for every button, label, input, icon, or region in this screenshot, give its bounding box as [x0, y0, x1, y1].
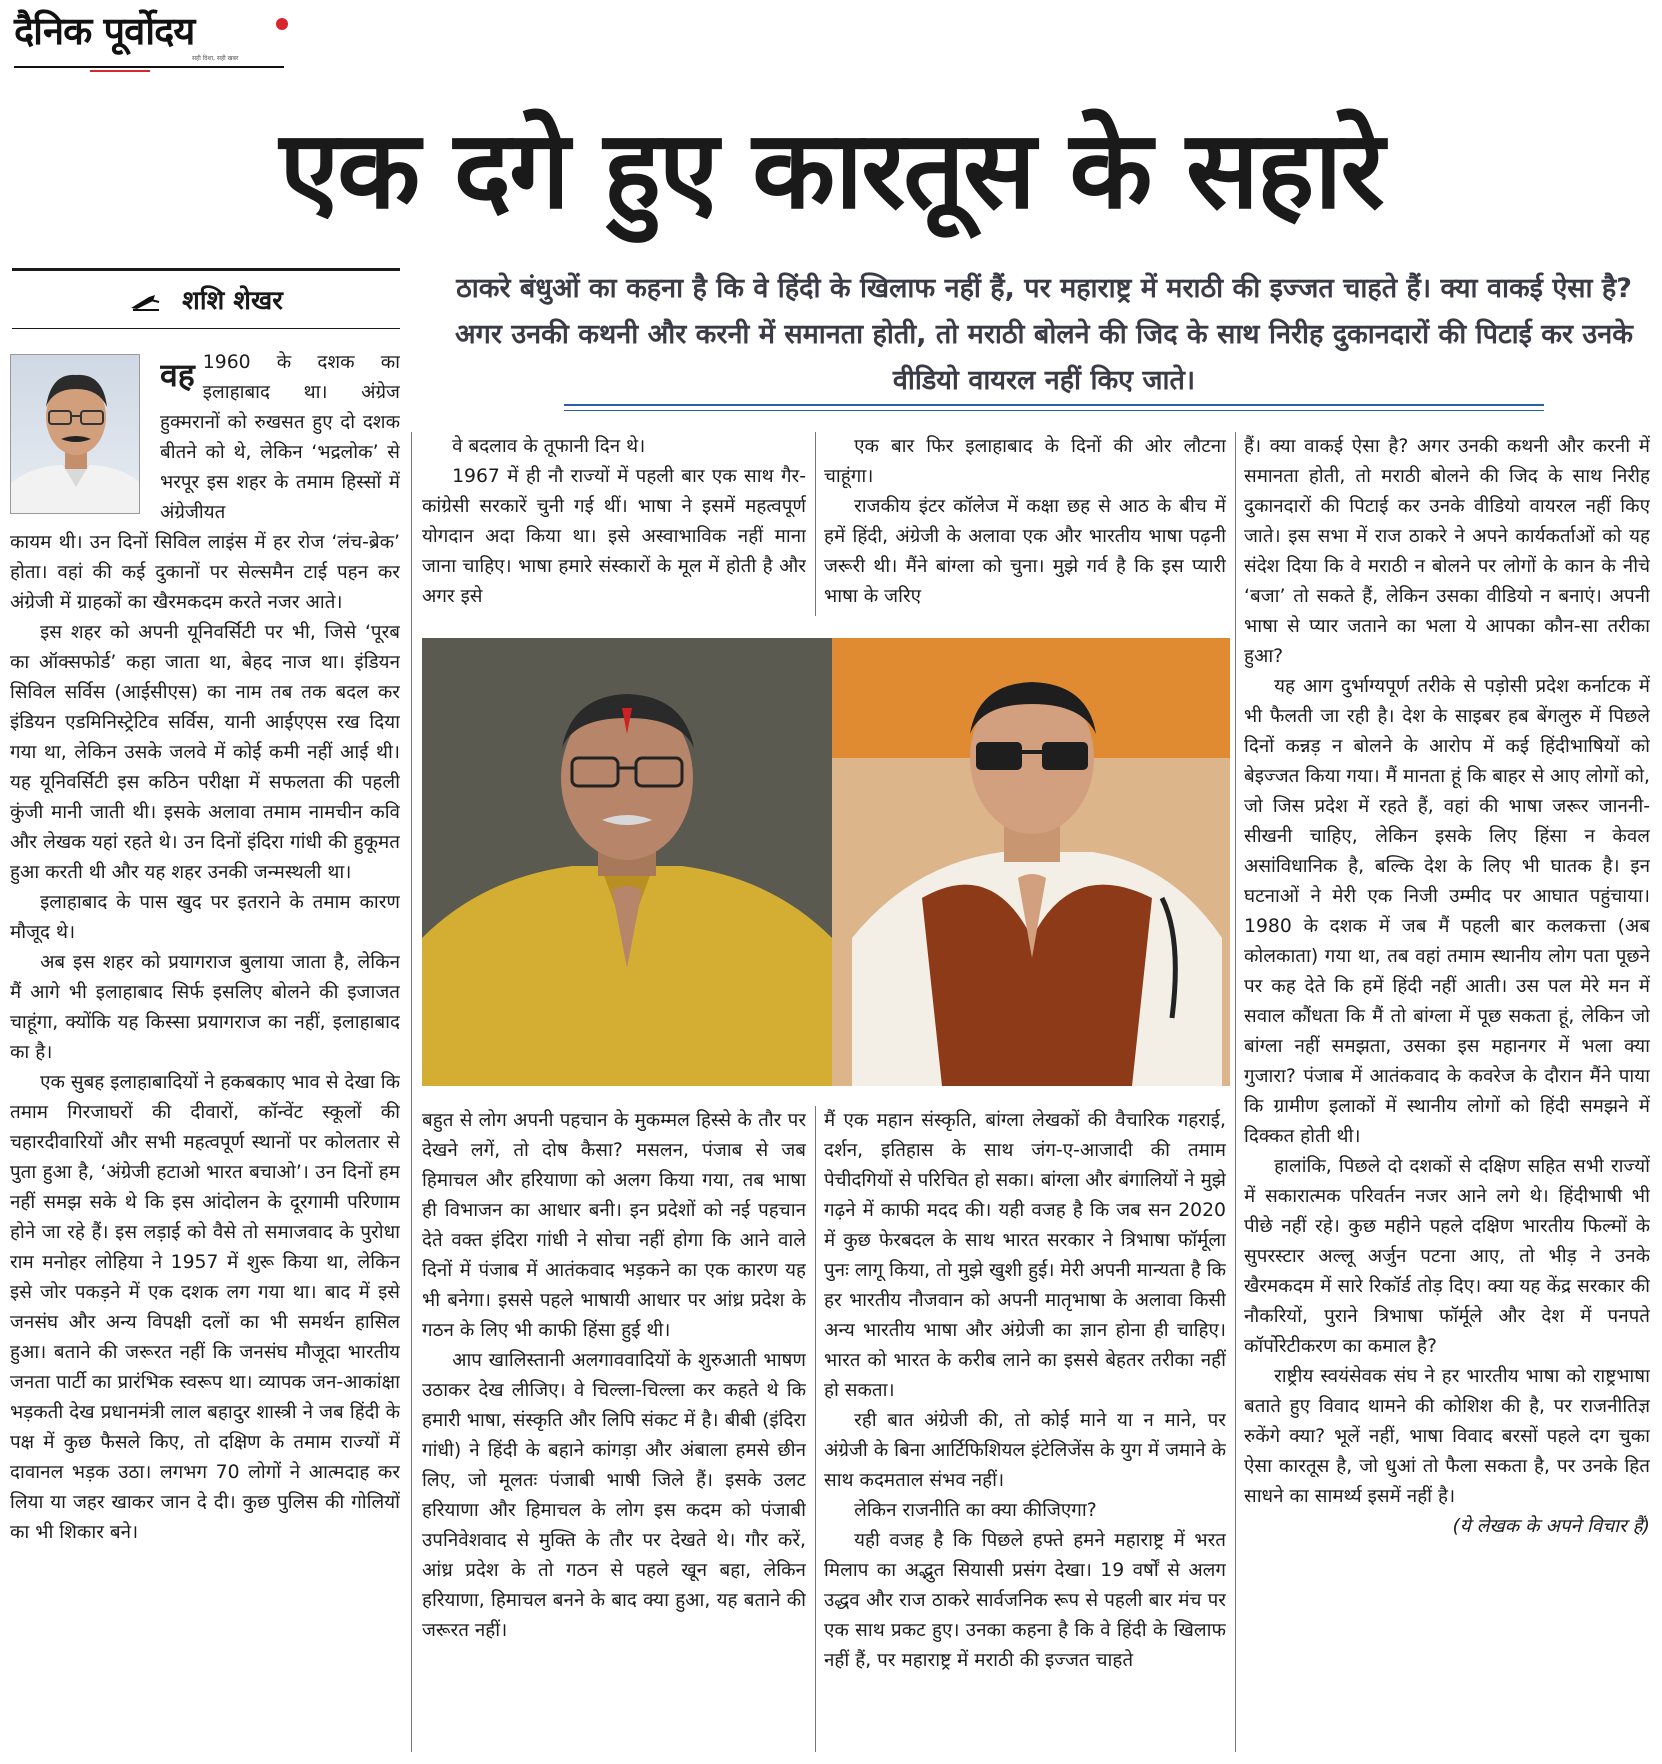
- paragraph: हालांकि, पिछले दो दशकों से दक्षिण सहित सभी राज्यों में सकारात्मक परिवर्तन नजर आने लगे थे। हिंदीभाषी भी पीछे नहीं रहे। कुछ महीने पहले दक्षिण भारतीय फिल्मों के सुपरस्टार अल्लू अर्जुन पटना आए, तो भीड़ ने उनके खैरमकदम में सारे रिकॉर्ड तोड़ दिए। क्या यह केंद्र सरकार की नौकरियों, पुराने त्रिभाषा फॉर्मूले और देश में पनपते कॉर्पोरेटीकरण का कमाल है?: [1244, 1156, 1650, 1357]
- masthead-logo-dot: [276, 18, 288, 30]
- article-deck: ठाकरे बंधुओं का कहना है कि वे हिंदी के खिलाफ नहीं हैं, पर महाराष्ट्र में मराठी की इज्जत चाहते हैं। क्या वाकई ऐसा है? अगर उनकी कथनी और करनी में समानता होती, तो मराठी बोलने की जिद के साथ निरीह दुकानदारों की पिटाई कर उनके वीडियो वायरल नहीं किए जाते।: [455, 273, 1633, 396]
- paragraph: लेकिन राजनीति का क्या कीजिएगा?: [854, 1500, 1097, 1521]
- column-divider: [815, 432, 816, 616]
- column-1: [10, 528, 400, 1750]
- column-2-bottom: [422, 1106, 806, 1754]
- column-divider: [1235, 432, 1236, 1752]
- deck-rule: [564, 404, 1544, 406]
- paragraph: हैं। क्या वाकई ऐसा है? अगर उनकी कथनी और करनी में समानता होती, तो मराठी बोलने की जिद के साथ निरीह दुकानदारों की पिटाई कर उनके वीडियो वायरल नहीं किए जाते। इस सभा में राज ठाकरे ने अपने कार्यकर्ताओं को यह संदेश दिया कि वे मराठी न बोलने पर लोगों के कान के नीचे ‘बजा’ तो सकते हैं, लेकिन उसका वीडियो न बनाएं। अपनी भाषा से प्यार जताने का भला ये आपका कौन-सा तरीका हुआ?: [1244, 436, 1650, 667]
- pen-icon: [129, 293, 163, 311]
- paragraph: मैं एक महान संस्कृति, बांग्ला लेखकों की वैचारिक गहराई, दर्शन, इतिहास के साथ जंग-ए-आजादी की तमाम पेचीदगियों से परिचित हो सका। बांग्ला और बंगालियों ने मुझे गढ़ने में काफी मदद की। यही वजह है कि जब सन 2020 में कुछ फेरबदल के साथ भारत सरकार ने त्रिभाषा फॉर्मूला पुनः लागू किया, तो मुझे खुशी हुई। मेरी अपनी मान्यता है कि हर भारतीय नौजवान को अपनी मातृभाषा के अलावा किसी अन्य भारतीय भाषा और अंग्रेजी का ज्ञान होना ही चाहिए। भारत को भारत के करीब लाने का इससे बेहतर तरीका नहीं हो सकता।: [824, 1110, 1226, 1401]
- person-illustration: [422, 638, 832, 1086]
- article-headline: एक दगे हुए कारतूस के सहारे: [279, 108, 1383, 233]
- author-name: शशि शेखर: [182, 286, 283, 316]
- paragraph: वे बदलाव के तूफानी दिन थे।: [452, 436, 646, 457]
- paragraph: राजकीय इंटर कॉलेज में कक्षा छह से आठ के बीच में हमें हिंदी, अंग्रेजी के अलावा एक और भारतीय भाषा पढ़नी जरूरी थी। मैंने बांग्ला को चुना। मुझे गर्व है कि इस प्यारी भाषा के जरिए: [824, 496, 1226, 607]
- paragraph: इलाहाबाद के पास खुद पर इतराने के तमाम कारण मौजूद थे।: [10, 892, 400, 943]
- paragraph: एक सुबह इलाहाबादियों ने हकबकाए भाव से देखा कि तमाम गिरजाघरों की दीवारों, कॉन्वेंट स्कूलों की चहारदीवारियों और सभी महत्वपूर्ण स्थानों पर कोलतार से पुता हुआ है, ‘अंग्रेजी हटाओ भारत बचाओ’। उन दिनों हम नहीं समझ सके थे कि इस आंदोलन के दूरगामी परिणाम होने जा रहे हैं। इस लड़ाई को वैसे तो समाजवाद के पुरोधा राम मनोहर लोहिया ने 1957 में शुरू किया था, लेकिन इसे जोर पकड़ने में एक दशक लग गया था। बाद में इसे जनसंघ और अन्य विपक्षी दलों का भी समर्थन हासिल हुआ। बताने की जरूरत नहीं कि जनसंघ मौजूदा भारतीय जनता पार्टी का प्रारंभिक स्वरूप था। व्यापक जन-आकांक्षा भड़कती देख प्रधानमंत्री लाल बहादुर शास्त्री ने जब हिंदी के पक्ष में कुछ फैसले किए, तो दक्षिण के तमाम राज्यों में दावानल भड़क उठा। लगभग 70 लोगों ने आत्मदाह कर लिया या जहर खाकर जान दे दी। कुछ पुलिस की गोलियों का भी शिकार बने।: [10, 1072, 400, 1543]
- paragraph: एक बार फिर इलाहाबाद के दिनों की ओर लौटना चाहूंगा।: [824, 436, 1226, 487]
- column-1-lead: [160, 348, 400, 532]
- person-illustration: [832, 638, 1230, 1086]
- paragraph: इस शहर को अपनी यूनिवर्सिटी पर भी, जिसे ‘पूरब का ऑक्सफोर्ड’ कहा जाता था, बेहद नाज था। इंडियन सिविल सर्विस (आईसीएस) का नाम तब तक बदल कर इंडियन एडमिनिस्ट्रेटिव सर्विस, यानी आईएएस रख दिया गया था, लेकिन उसके जलवे में कोई कमी नहीं आई थी। यह यूनिवर्सिटी इस कठिन परीक्षा में सफलता की पहली कुंजी मानी जाती थी। इसके अलावा तमाम नामचीन कवि और लेखक यहां रहते थे। उन दिनों इंदिरा गांधी की हुकूमत हुआ करती थी और यह शहर उनकी जन्मस्थली था।: [10, 622, 400, 883]
- photo-right-person: [832, 638, 1230, 1086]
- column-3-bottom: [824, 1106, 1226, 1754]
- masthead-logo: दैनिक पूर्वोदय: [14, 9, 195, 53]
- column-2-top: [422, 432, 806, 616]
- column-4: [1244, 432, 1650, 1760]
- byline: [12, 280, 400, 322]
- author-disclaimer: (ये लेखक के अपने विचार हैं): [1452, 1516, 1650, 1537]
- article-photo: [422, 638, 1230, 1086]
- paragraph: कायम थी। उन दिनों सिविल लाइंस में हर रोज ‘लंच-ब्रेक’ होता। वहां की कई दुकानों पर सेल्समैन टाई पहन कर अंग्रेजी में ग्राहकों का खैरमकदम करते नजर आते।: [10, 532, 400, 613]
- column-divider: [411, 432, 412, 1752]
- paragraph: राष्ट्रीय स्वयंसेवक संघ ने हर भारतीय भाषा को राष्ट्रभाषा बताते हुए विवाद थामने की कोशिश की है, पर राजनीतिज्ञ रुकेंगे क्या? भूलें नहीं, भाषा विवाद बरसों पहले दग चुका ऐसा कारतूस है, जो धुआं तो फैला सकता है, पर उनके हित साधने का सामर्थ्य इसमें नहीं है।: [1244, 1366, 1650, 1507]
- paragraph: यही वजह है कि पिछले हफ्ते हमने महाराष्ट्र में भरत मिलाप का अद्भुत सियासी प्रसंग देखा। 19 वर्षों से अलग उद्धव और राज ठाकरे सार्वजनिक रूप से पहली बार मंच पर एक साथ प्रकट हुए। उनका कहना है कि वे हिंदी के खिलाफ नहीं हैं, पर महाराष्ट्र में मराठी की इज्जत चाहते: [824, 1530, 1226, 1671]
- photo-left-person: [422, 638, 832, 1086]
- deck-rule-thin: [564, 410, 1544, 411]
- masthead-rule: [14, 66, 284, 68]
- masthead-accent-rule: [90, 70, 150, 72]
- paragraph: आप खालिस्तानी अलगाववादियों के शुरुआती भाषण उठाकर देख लीजिए। वे चिल्ला-चिल्ला कर कहते थे कि हमारी भाषा, संस्कृति और लिपि संकट में है। बीबी (इंदिरा गांधी) ने हिंदी के बहाने कांगड़ा और अंबाला हमसे छीन लिए, जो मूलतः पंजाबी भाषी जिले हैं। इसके उलट हरियाणा और हिमाचल के लोग इस कदम को पंजाबी उपनिवेशवाद से मुक्ति के तौर पर देखते थे। गौर करें, आंध्र प्रदेश के तो गठन से पहले खून बहा, लेकिन हरियाणा, हिमाचल बनने के बाद क्या हुआ, यह बताने की जरूरत नहीं।: [422, 1350, 806, 1641]
- lead-paragraph: 1960 के दशक का इलाहाबाद था। अंग्रेज हुक्मरानों को रुखसत हुए दो दशक बीतने को थे, लेकिन ‘भद्रलोक’ से भरपूर इस शहर के तमाम हिस्सों में अंग्रेजीयत: [160, 352, 400, 523]
- author-photo: [10, 354, 140, 514]
- column-divider: [815, 1106, 816, 1752]
- column-3-top: [824, 432, 1226, 616]
- dropcap: वह: [160, 356, 195, 394]
- paragraph: यह आग दुर्भाग्यपूर्ण तरीके से पड़ोसी प्रदेश कर्नाटक में भी फैलती जा रही है। देश के साइबर हब बेंगलुरु में पिछले दिनों कन्नड़ न बोलने के आरोप में कई हिंदीभाषियों को बेइज्जत किया गया। मैं मानता हूं कि बाहर से आए लोगों को, जो जिस प्रदेश में रहते हैं, वहां की भाषा जरूर जाननी-सीखनी चाहिए, लेकिन इसके लिए हिंसा न केवल असांविधानिक है, बल्कि देश के लिए भी घातक है। इन घटनाओं ने मेरी एक निजी उम्मीद पर आघात पहुंचाया। 1980 के दशक में जब मैं पहली बार कलकत्ता (अब कोलकाता) गया था, तब वहां तमाम स्थानीय लोग पता पूछने पर कह देते कि हमें हिंदी नहीं आती। उस पल मेरे मन में सवाल कौंधता कि मैं तो बांग्ला में पूछ सकता हूं, लेकिन जो बांग्ला नहीं समझता, उसका इस महानगर में भला क्या गुजारा? पंजाब में आतंकवाद के कवरेज के दौरान मैंने पाया कि ग्रामीण इलाकों में स्थानीय लोगों को हिंदी समझने में दिक्कत होती थी।: [1244, 676, 1650, 1147]
- paragraph: 1967 में ही नौ राज्यों में पहली बार एक साथ गैर-कांग्रेसी सरकारें चुनी गई थीं। भाषा ने इसमें महत्वपूर्ण योगदान अदा किया था। इसे अस्वाभाविक नहीं माना जाना चाहिए। भाषा हमारे संस्कारों के मूल में होती है और अगर इसे: [422, 466, 806, 607]
- byline-bottom-rule: [12, 328, 400, 329]
- author-portrait-illustration: [11, 355, 140, 514]
- paragraph: बहुत से लोग अपनी पहचान के मुकम्मल हिस्से के तौर पर देखने लगें, तो दोष कैसा? मसलन, पंजाब से जब हिमाचल और हरियाणा को अलग किया गया, तब भाषा ही विभाजन का आधार बनी। इन प्रदेशों को नई पहचान देते वक्त इंदिरा गांधी ने सोचा नहीं होगा कि आने वाले दिनों में पंजाब में आतंकवाद भड़कने का एक कारण यह भी बनेगा। इससे पहले भाषायी आधार पर आंध्र प्रदेश के गठन के लिए भी काफी हिंसा हुई थी।: [422, 1110, 806, 1341]
- masthead: [14, 6, 294, 72]
- masthead-tagline: सही दिशा, सही खबर: [192, 55, 239, 62]
- paragraph: अब इस शहर को प्रयागराज बुलाया जाता है, लेकिन मैं आगे भी इलाहाबाद सिर्फ इसलिए बोलने की इजाजत चाहूंगा, क्योंकि यह किस्सा प्रयागराज का नहीं, इलाहाबाद का है।: [10, 952, 400, 1063]
- byline-top-rule: [12, 268, 400, 271]
- paragraph: रही बात अंग्रेजी की, तो कोई माने या न माने, पर अंग्रेजी के बिना आर्टिफिशियल इंटेलिजेंस के युग में जमाने के साथ कदमताल संभव नहीं।: [824, 1410, 1226, 1491]
